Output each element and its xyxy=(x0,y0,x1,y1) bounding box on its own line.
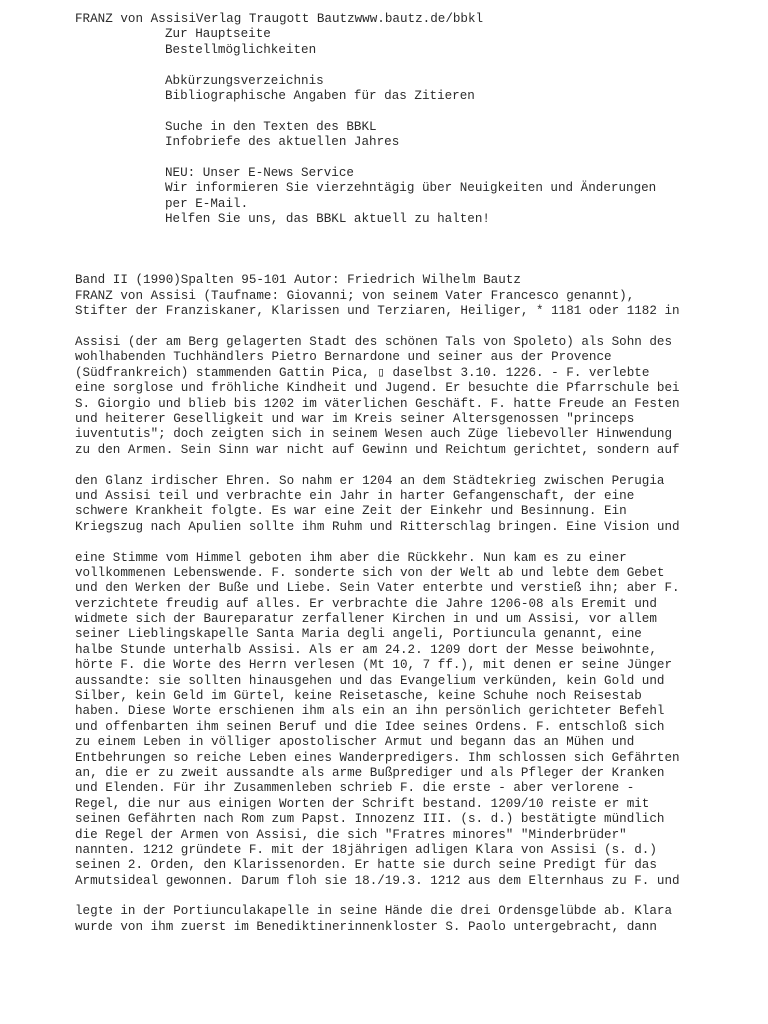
article-text-line: aussandte: sie sollten hinausgehen und das Evangelium verkünden, kein Gold und xyxy=(75,673,665,688)
menu-link-home[interactable]: Zur Hauptseite xyxy=(165,27,271,42)
article-text-line: und den Werken der Buße und Liebe. Sein Vater enterbte und verstieß ihn; aber F. xyxy=(75,581,680,596)
menu-link-ordering[interactable]: Bestellmöglichkeiten xyxy=(165,42,317,57)
article-text-line: iuventutis"; doch zeigten sich in seinem Wesen auch Züge liebevoller Hinwendung xyxy=(75,427,673,442)
article-text-line: S. Giorgio und blieb bis 1202 im väterlichen Geschäft. F. hatte Freude an Festen xyxy=(75,396,680,411)
article-paragraph-2 xyxy=(75,474,755,536)
article-text-line: Kriegszug nach Apulien sollte ihm Ruhm und Ritterschlag bringen. Eine Vision und xyxy=(75,519,680,534)
article-text-line: seiner Lieblingskapelle Santa Maria degli angeli, Portiuncula genannt, eine xyxy=(75,627,642,642)
menu-link-search[interactable]: Suche in den Texten des BBKL xyxy=(165,119,377,134)
menu-link-abbreviations[interactable]: Abkürzungsverzeichnis xyxy=(165,73,324,88)
article-text-line: legte in der Portiunculakapelle in seine Hände die drei Ordensgelübde ab. Klara xyxy=(75,904,673,919)
article-text-line: eine Stimme vom Himmel geboten ihm aber die Rückkehr. Nun kam es zu einer xyxy=(75,550,627,565)
article-text-line: Assisi (der am Berg gelagerten Stadt des schönen Tals von Spoleto) als Sohn des xyxy=(75,335,673,350)
article-text-line: Regel, die nur aus einigen Worten der Schrift bestand. 1209/10 reiste er mit xyxy=(75,796,650,811)
article-meta-line: Band II (1990)Spalten 95-101 Autor: Friedrich Wilhelm Bautz xyxy=(75,273,521,288)
article-text-line: hörte F. die Worte des Herrn verlesen (Mt 10, 7 ff.), mit denen er seine Jünger xyxy=(75,658,673,673)
article-paragraph-3 xyxy=(75,551,755,890)
article-text-line: und heiterer Geselligkeit und war im Kreis seiner Altersgenossen "princeps xyxy=(75,411,635,426)
article-text-line: eine sorglose und fröhliche Kindheit und Jugend. Er besuchte die Pfarrschule bei xyxy=(75,381,680,396)
article-text-line: schwere Krankheit folgte. Es war eine Zeit der Einkehr und Besinnung. Ein xyxy=(75,504,627,519)
enews-description-line: per E-Mail. xyxy=(165,196,249,211)
article-text-line: zu den Armen. Sein Sinn war nicht auf Gewinn und Reichtum gerichtet, sondern auf xyxy=(75,442,680,457)
article-text-line: den Glanz irdischer Ehren. So nahm er 1204 an dem Städtekrieg zwischen Perugia xyxy=(75,473,665,488)
article-text-line: FRANZ von Assisi (Taufname: Giovanni; von seinem Vater Francesco genannt), xyxy=(75,288,635,303)
menu-link-enews[interactable]: NEU: Unser E-News Service xyxy=(165,165,354,180)
article-text-line: an, die er zu zweit aussandte als arme Bußprediger und als Pfleger der Kranken xyxy=(75,765,665,780)
navigation-menu xyxy=(75,27,755,227)
article-text-line: widmete sich der Baureparatur zerfallener Kirchen in und um Assisi, vor allem xyxy=(75,612,657,627)
article-text-line: Armutsideal gewonnen. Darum floh sie 18./19.3. 1212 aus dem Elternhaus zu F. und xyxy=(75,873,680,888)
article-text-line: Silber, kein Geld im Gürtel, keine Reisetasche, keine Schuhe noch Reisestab xyxy=(75,689,642,704)
article-text-line: vollkommenen Lebenswende. F. sonderte sich von der Welt ab und lebte dem Gebet xyxy=(75,565,665,580)
article-text-line: (Südfrankreich) stammenden Gattin Pica, ▯ daselbst 3.10. 1226. - F. verlebte xyxy=(75,365,650,380)
article-text-line: halbe Stunde unterhalb Assisi. Als er am 24.2. 1209 dort der Messe beiwohnte, xyxy=(75,642,657,657)
menu-link-infoletters[interactable]: Infobriefe des aktuellen Jahres xyxy=(165,135,400,150)
article-text-line: seinen Gefährten nach Rom zum Papst. Innozenz III. (s. d.) bestätigte mündlich xyxy=(75,812,665,827)
article-text-line: wurde von ihm zuerst im Benediktinerinnenkloster S. Paolo untergebracht, dann xyxy=(75,919,657,934)
article-text-line: wohlhabenden Tuchhändlers Pietro Bernardone und seiner aus der Provence xyxy=(75,350,612,365)
article-text-line: und offenbarten ihm seinen Beruf und die Idee seines Ordens. F. entschloß sich xyxy=(75,719,665,734)
header-line: FRANZ von AssisiVerlag Traugott Bautzwww.bautz.de/bbkl xyxy=(75,12,484,26)
document-page xyxy=(75,12,755,935)
article-text-line: haben. Diese Worte erschienen ihm als ein an ihn persönlich gerichteter Befehl xyxy=(75,704,665,719)
article-text-line: und Elenden. Für ihr Zusammenleben schrieb F. die erste - aber verlorene - xyxy=(75,781,635,796)
article-text-line: nannten. 1212 gründete F. mit der 18jährigen adligen Klara von Assisi (s. d.) xyxy=(75,842,657,857)
article-paragraph-1 xyxy=(75,335,755,458)
enews-description-line: Wir informieren Sie vierzehntägig über Neuigkeiten und Änderungen xyxy=(165,181,657,196)
article-text-line: die Regel der Armen von Assisi, die sich "Fratres minores" "Minderbrüder" xyxy=(75,827,627,842)
article-text-line: seinen 2. Orden, den Klarissenorden. Er hatte sie durch seine Predigt für das xyxy=(75,858,657,873)
article-paragraph-4 xyxy=(75,904,755,935)
article-text-line: Stifter der Franziskaner, Klarissen und Terziaren, Heiliger, * 1181 oder 1182 in xyxy=(75,304,680,319)
menu-link-citation[interactable]: Bibliographische Angaben für das Zitieren xyxy=(165,88,475,103)
menu-link-help[interactable]: Helfen Sie uns, das BBKL aktuell zu halten! xyxy=(165,212,490,227)
article-text-line: verzichtete freudig auf alles. Er verbrachte die Jahre 1206-08 als Eremit und xyxy=(75,596,657,611)
article-text-line: Entbehrungen so reiche Leben eines Wanderpredigers. Ihm schlossen sich Gefährten xyxy=(75,750,680,765)
article-text-line: und Assisi teil und verbrachte ein Jahr in harter Gefangenschaft, der eine xyxy=(75,488,635,503)
article-text-line: zu einem Leben in völliger apostolischer Armut und begann das an Mühen und xyxy=(75,735,635,750)
article-intro xyxy=(75,273,755,319)
